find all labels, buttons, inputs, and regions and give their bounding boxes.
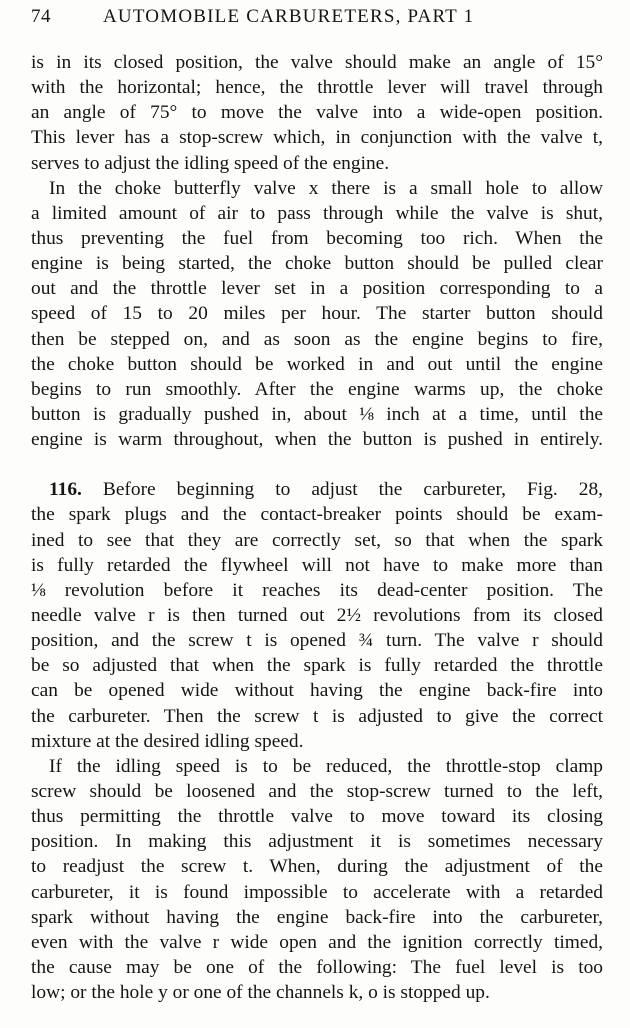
text-line: position, and the screw t is opened ¾ turn. The valve r should	[31, 630, 603, 652]
paragraph-choke	[31, 176, 603, 453]
paragraph-continuation	[31, 50, 603, 176]
text-line: carbureter, it is found impossible to accelerate with a retarded	[31, 881, 603, 903]
body-text	[31, 50, 603, 1005]
page-header	[31, 6, 603, 32]
text-line: thus permitting the throttle valve to move toward its closing	[31, 806, 603, 828]
text-line: be so adjusted that when the spark is fully retarded the throttle	[31, 655, 603, 677]
text-line: even with the valve r wide open and the ignition correctly timed,	[31, 931, 603, 953]
text-line: the spark plugs and the contact-breaker points should be exam-	[31, 504, 603, 526]
text-line: the cause may be one of the following: The fuel level is too	[31, 956, 603, 978]
section-116	[31, 477, 603, 754]
text-line: ⅛ revolution before it reaches its dead-center position. The	[31, 579, 603, 601]
text-line: button is gradually pushed in, about ⅛ inch at a time, until the	[31, 403, 603, 425]
section-gap	[31, 452, 603, 477]
text-line: thus preventing the fuel from becoming too rich. When the	[31, 227, 603, 249]
text-line: is in its closed position, the valve should make an angle of 15°	[31, 52, 603, 73]
text-line: engine is being started, the choke button should be pulled clear	[31, 253, 603, 275]
text-line: begins to run smoothly. After the engine warms up, the choke	[31, 378, 603, 400]
text-line	[31, 477, 603, 502]
text-line: is fully retarded the flywheel will not have to make more than	[31, 554, 603, 576]
text-line: speed of 15 to 20 miles per hour. The starter button should	[31, 303, 603, 325]
text-line: low; or the hole y or one of the channels k, o is stopped up.	[31, 982, 490, 1004]
text-line: the carbureter. Then the screw t is adjusted to give the correct	[31, 705, 603, 727]
text-line: the choke button should be worked in and out until the engine	[31, 353, 603, 375]
text-line: spark without having the engine back-fire into the carbureter,	[31, 906, 603, 928]
text-line: ined to see that they are correctly set, so that when the spark	[31, 529, 603, 551]
text-line: In the choke butterfly valve x there is a small hole to allow	[49, 177, 603, 199]
text-line: out and the throttle lever set in a position corresponding to a	[31, 278, 603, 300]
text-line: position. In making this adjustment it is sometimes necessary	[31, 831, 603, 853]
text-line: This lever has a stop-screw which, in conjunction with the valve t,	[31, 127, 603, 149]
text-line: with the horizontal; hence, the throttle lever will travel through	[31, 77, 603, 99]
text-line: can be opened wide without having the engine back-fire into	[31, 680, 603, 702]
page-number: 74	[31, 6, 51, 27]
section-first-line: Before beginning to adjust the carbureter, Fig. 28,	[102, 479, 603, 501]
text-line: screw should be loosened and the stop-screw turned to the left,	[31, 780, 603, 802]
text-line: mixture at the desired idling speed.	[31, 730, 304, 752]
text-line: serves to adjust the idling speed of the engine.	[31, 152, 390, 174]
text-line: to readjust the screw t. When, during the adjustment of the	[31, 856, 603, 878]
text-line: an angle of 75° to move the valve into a wide-open position.	[31, 102, 603, 124]
text-line: then be stepped on, and as soon as the engine begins to fire,	[31, 328, 603, 350]
text-line: needle valve r is then turned out 2½ revolutions from its closed	[31, 604, 603, 626]
text-line: If the idling speed is to be reduced, the throttle-stop clamp	[49, 755, 603, 777]
running-title: AUTOMOBILE CARBURETERS, PART 1	[103, 6, 475, 27]
paragraph-idling	[31, 754, 603, 1005]
text-line: a limited amount of air to pass through while the valve is shut,	[31, 202, 603, 224]
text-line: engine is warm throughout, when the button is pushed in entirely.	[31, 429, 603, 451]
section-number: 116.	[49, 479, 82, 501]
